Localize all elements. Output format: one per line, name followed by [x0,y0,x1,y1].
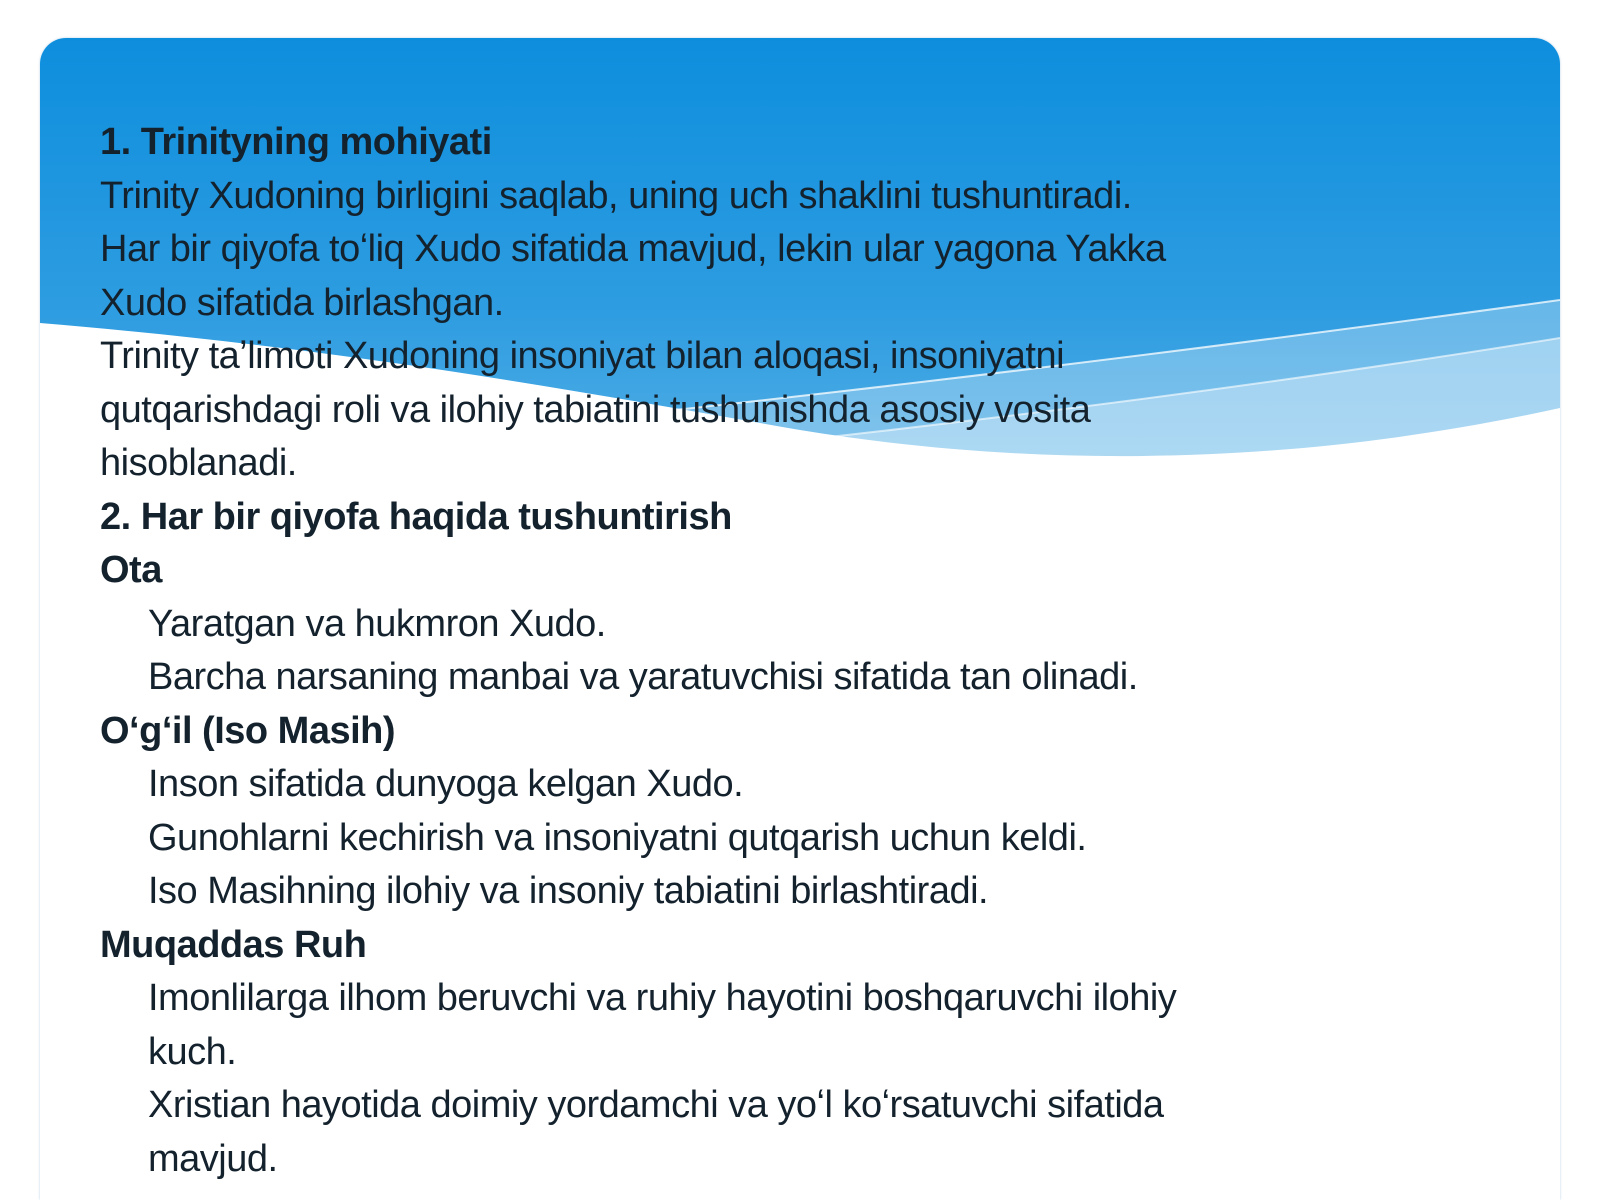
text-line: 1. Trinityning mohiyati [100,121,492,163]
text-paragraph [100,812,1530,866]
slide-content [100,116,1530,1186]
text-paragraph [100,651,1530,705]
slide [40,38,1560,1200]
text-line: Har bir qiyofa toʻliq Xudo sifatida mavjud, lekin ular yagona Yakka [100,228,1166,270]
text-paragraph [100,330,1530,491]
text-line: Trinity Xudoning birligini saqlab, uning uch shaklini tushuntiradi. [100,174,1132,217]
heading-paragraph [100,116,1530,170]
text-line: 2. Har bir qiyofa haqida tushuntirish [100,495,732,538]
text-line: kuch. [148,1030,237,1073]
text-line: Barcha narsaning manbai va yaratuvchisi sifatida tan olinadi. [148,656,1138,698]
text-line: qutqarishdagi roli va ilohiy tabiatini tushunishda asosiy vosita [100,388,1091,431]
heading-paragraph [100,544,1530,598]
text-line: mavjud. [148,1137,278,1180]
text-line: Ota [100,549,162,591]
text-paragraph [100,598,1530,652]
text-paragraph [100,170,1530,224]
text-line: Xudo sifatida birlashgan. [100,281,504,324]
text-line: Xristian hayotida doimiy yordamchi va yoʻl koʻrsatuvchi sifatida [148,1084,1164,1126]
text-line: Gunohlarni kechirish va insoniyatni qutqarish uchun keldi. [148,816,1087,859]
text-line: hisoblanadi. [100,442,297,484]
heading-paragraph [100,705,1530,759]
text-line: Imonlilarga ilhom beruvchi va ruhiy hayotini boshqaruvchi ilohiy [148,977,1177,1019]
text-line: Oʻgʻil (Iso Masih) [100,709,396,752]
heading-paragraph [100,491,1530,545]
heading-paragraph [100,919,1530,973]
text-paragraph [100,865,1530,919]
text-line: Inson sifatida dunyoga kelgan Xudo. [148,763,744,805]
text-paragraph [100,223,1530,330]
text-paragraph [100,1079,1530,1186]
text-line: Trinity taʼlimoti Xudoning insoniyat bilan aloqasi, insoniyatni [100,335,1065,377]
text-line: Muqaddas Ruh [100,923,367,966]
text-paragraph [100,972,1530,1079]
text-line: Iso Masihning ilohiy va insoniy tabiatini birlashtiradi. [148,870,989,912]
text-line: Yaratgan va hukmron Xudo. [148,602,606,645]
text-paragraph [100,758,1530,812]
